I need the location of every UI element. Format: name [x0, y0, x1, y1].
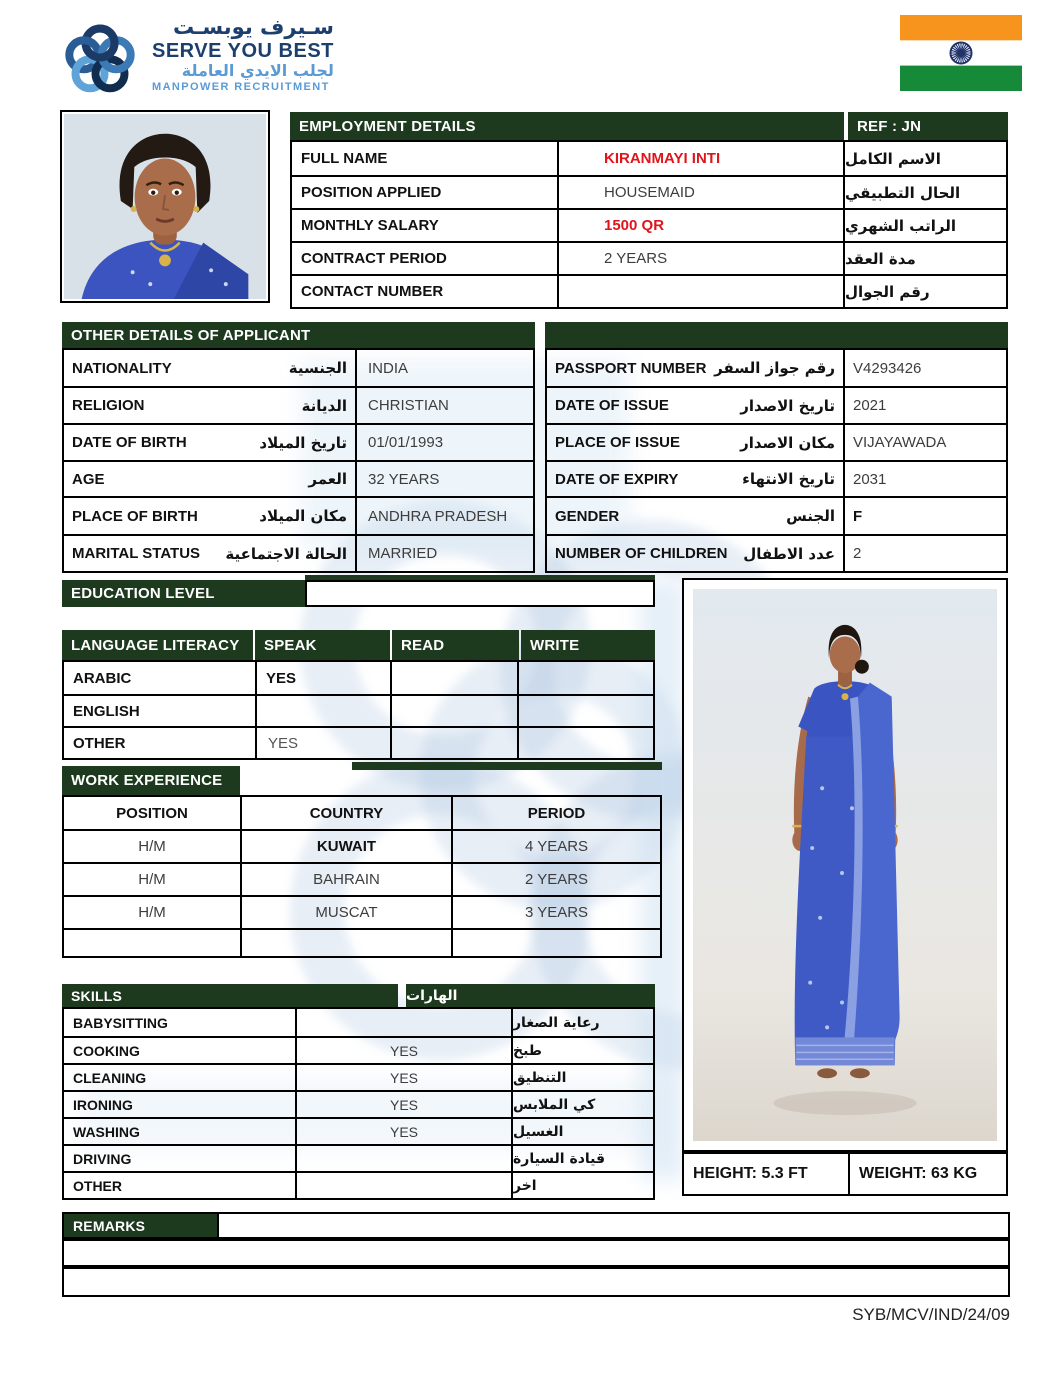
skill-value [295, 1173, 511, 1198]
skill-arabic-label: قيادة السيارة [511, 1146, 653, 1171]
field-arabic-label: رقم جواز السفر [714, 359, 835, 377]
field-value: CHRISTIAN [355, 388, 533, 423]
remarks-empty-line [64, 1241, 1008, 1265]
field-label: DATE OF ISSUE [555, 397, 669, 414]
field-arabic-label: الديانة [301, 396, 347, 415]
column-header: SPEAK [255, 630, 390, 660]
skill-label: WASHING [73, 1123, 140, 1140]
field-arabic-label: مكان الميلاد [259, 507, 347, 525]
employment-label: MONTHLY SALARY [301, 217, 439, 234]
skill-arabic-label: اخر [511, 1173, 653, 1198]
field-value: 32 YEARS [355, 462, 533, 496]
table-row [64, 386, 533, 423]
employment-value: 2 YEARS [557, 243, 843, 274]
employment-arabic-label: الحال التطبيقي [843, 177, 1006, 208]
column-header: POSITION [116, 804, 188, 822]
language-literacy-table [62, 660, 655, 760]
education-value [307, 582, 653, 605]
table-header-row [64, 797, 660, 829]
table-row [64, 694, 653, 726]
skills-title-arabic: الهارات [406, 984, 655, 1007]
read-value [390, 662, 517, 694]
field-label: NUMBER OF CHILDREN [555, 545, 728, 562]
field-label: PLACE OF BIRTH [72, 507, 198, 525]
employment-value: HOUSEMAID [557, 177, 843, 208]
field-label: GENDER [555, 507, 620, 525]
skill-label: BABYSITTING [73, 1014, 168, 1031]
table-row [684, 1154, 1006, 1194]
skill-value: YES [295, 1065, 511, 1090]
field-arabic-label: مكان الاصدار [740, 433, 835, 452]
field-value: MARRIED [355, 536, 533, 571]
column-header: PERIOD [451, 797, 660, 829]
write-value [517, 728, 653, 758]
remarks-empty-line [64, 1269, 1008, 1295]
field-label: DATE OF EXPIRY [555, 470, 679, 488]
table-row [547, 350, 1006, 386]
skill-arabic-label: رعاية الصغار [511, 1009, 653, 1036]
field-label: PASSPORT NUMBER [555, 359, 707, 377]
work-experience-title: WORK EXPERIENCE [62, 766, 240, 795]
table-row [64, 534, 533, 571]
country-value: BAHRAIN [240, 864, 451, 895]
skills-title: SKILLS [62, 984, 398, 1007]
field-value: F [843, 498, 1006, 534]
skill-arabic-label: التنظيق [511, 1065, 653, 1090]
field-value: 2031 [843, 462, 1006, 496]
table-row [64, 1090, 653, 1117]
other-details-title: OTHER DETAILS OF APPLICANT [62, 322, 535, 348]
table-row [64, 726, 653, 758]
table-row [64, 829, 660, 862]
skill-label: DRIVING [73, 1150, 132, 1167]
period-value: 4 YEARS [451, 831, 660, 862]
other-details-left-table [62, 348, 535, 573]
language-name: OTHER [73, 734, 126, 752]
logo-english-tagline: MANPOWER RECRUITMENT [152, 80, 330, 93]
table-row [547, 534, 1006, 571]
logo-english-name: SERVE YOU BEST [152, 39, 334, 62]
country-value: KUWAIT [240, 831, 451, 862]
education-value-box [305, 580, 655, 607]
skill-arabic-label: كي الملابس [511, 1092, 653, 1117]
field-value: 2 [843, 536, 1006, 571]
table-row [64, 1117, 653, 1144]
skill-value: YES [295, 1092, 511, 1117]
employment-arabic-label: رقم الجوال [843, 276, 1006, 307]
field-value: INDIA [355, 350, 533, 386]
table-row [547, 460, 1006, 496]
document-reference-code: SYB/MCV/IND/24/09 [852, 1305, 1010, 1324]
employment-title: EMPLOYMENT DETAILS [290, 112, 844, 140]
field-arabic-label: الجنس [786, 507, 835, 525]
write-value [517, 696, 653, 726]
skill-value: YES [295, 1038, 511, 1063]
write-value [517, 662, 653, 694]
applicant-full-body-photo [682, 578, 1008, 1152]
position-value: H/M [138, 871, 166, 888]
field-label: NATIONALITY [72, 359, 172, 377]
india-flag [900, 15, 1022, 96]
table-row [292, 274, 1006, 307]
work-experience-header-strip [352, 762, 662, 770]
skill-label: IRONING [73, 1096, 133, 1113]
table-row [64, 1171, 653, 1198]
skill-value [295, 1146, 511, 1171]
field-value: ANDHRA PRADESH [355, 498, 533, 534]
skill-arabic-label: الغسيل [511, 1119, 653, 1144]
logo-arabic-tagline: لجلب الايدي العاملة [181, 60, 334, 80]
work-experience-table [62, 795, 662, 958]
employment-label: POSITION APPLIED [301, 184, 442, 201]
field-arabic-label: تاريخ الانتهاء [742, 470, 835, 488]
language-name: ENGLISH [73, 702, 140, 720]
physique-table [682, 1152, 1008, 1196]
company-logo [58, 16, 334, 100]
remarks-title: REMARKS [64, 1214, 217, 1237]
table-row [292, 175, 1006, 208]
speak-value [255, 696, 390, 726]
column-header: READ [392, 630, 519, 660]
remarks-header-blank [217, 1214, 1008, 1237]
table-row [64, 350, 533, 386]
employment-value: 1500 QR [557, 210, 843, 241]
remarks-row-2 [62, 1267, 1010, 1297]
remarks-row-1 [62, 1239, 1010, 1267]
table-row [64, 1144, 653, 1171]
employment-ref: REF : JN [848, 112, 1008, 140]
read-value [390, 696, 517, 726]
employment-value: KIRANMAYI INTI [557, 142, 843, 175]
field-arabic-label: عدد الاطفال [743, 544, 835, 563]
field-arabic-label: تاريخ الميلاد [259, 433, 347, 452]
employment-label: CONTRACT PERIOD [301, 250, 447, 267]
table-row [292, 241, 1006, 274]
position-value: H/M [138, 904, 166, 921]
table-row [292, 208, 1006, 241]
position-value [64, 930, 240, 956]
table-row [64, 662, 653, 694]
education-title: EDUCATION LEVEL [62, 580, 305, 607]
skill-label: OTHER [73, 1177, 122, 1194]
table-row [547, 496, 1006, 534]
country-value: MUSCAT [240, 897, 451, 928]
skill-label: CLEANING [73, 1069, 147, 1086]
other-details-header [62, 322, 1008, 348]
employment-header [290, 112, 1008, 140]
employment-arabic-label: الاسم الكامل [843, 142, 1006, 175]
table-row [64, 1036, 653, 1063]
remarks-header-row [62, 1212, 1010, 1239]
period-value: 3 YEARS [451, 897, 660, 928]
employment-label: CONTACT NUMBER [301, 283, 444, 300]
period-value: 2 YEARS [451, 864, 660, 895]
column-header: COUNTRY [240, 797, 451, 829]
skill-arabic-label: طبخ [511, 1038, 653, 1063]
skill-value [295, 1009, 511, 1036]
field-label: AGE [72, 470, 105, 488]
read-value [390, 728, 517, 758]
speak-value: YES [255, 728, 390, 758]
field-arabic-label: العمر [308, 470, 347, 488]
employment-arabic-label: الراتب الشهري [843, 210, 1006, 241]
table-row [64, 496, 533, 534]
employment-value [557, 276, 843, 307]
weight-value: WEIGHT: 63 KG [848, 1154, 1006, 1194]
language-literacy-header [62, 630, 655, 660]
field-label: RELIGION [72, 397, 145, 414]
field-label: DATE OF BIRTH [72, 434, 187, 451]
speak-value: YES [255, 662, 390, 694]
logo-knot-icon [58, 16, 142, 100]
applicant-portrait-photo [60, 110, 270, 303]
skill-label: COOKING [73, 1042, 140, 1059]
other-details-right-table [545, 348, 1008, 573]
employment-label: FULL NAME [301, 150, 388, 167]
language-name: ARABIC [73, 669, 132, 687]
country-value [240, 930, 451, 956]
table-row [64, 1009, 653, 1036]
period-value [451, 930, 660, 956]
table-row [64, 1063, 653, 1090]
field-value: V4293426 [843, 350, 1006, 386]
table-row [64, 460, 533, 496]
height-value: HEIGHT: 5.3 FT [693, 1165, 808, 1182]
table-row [64, 928, 660, 956]
table-row [64, 895, 660, 928]
column-header: WRITE [521, 630, 655, 660]
field-arabic-label: تاريخ الاصدار [740, 396, 835, 415]
position-value: H/M [138, 838, 166, 855]
employment-arabic-label: مدة العقد [843, 243, 1006, 274]
skills-header [62, 984, 655, 1007]
field-label: PLACE OF ISSUE [555, 434, 681, 451]
table-row [547, 386, 1006, 423]
table-row [64, 862, 660, 895]
field-value: 2021 [843, 388, 1006, 423]
field-label: MARITAL STATUS [72, 545, 201, 562]
field-arabic-label: الجنسية [288, 359, 347, 377]
column-header: LANGUAGE LITERACY [62, 630, 253, 660]
logo-arabic-name: سـيرف يوبسـت [172, 15, 334, 39]
field-value: 01/01/1993 [355, 425, 533, 460]
employment-table [290, 140, 1008, 309]
skill-value: YES [295, 1119, 511, 1144]
other-details-header-right [545, 322, 1008, 348]
table-row [292, 142, 1006, 175]
table-row [64, 423, 533, 460]
skills-table [62, 1007, 655, 1200]
table-row [547, 423, 1006, 460]
field-arabic-label: الحالة الاجتماعية [225, 544, 347, 563]
field-value: VIJAYAWADA [843, 425, 1006, 460]
